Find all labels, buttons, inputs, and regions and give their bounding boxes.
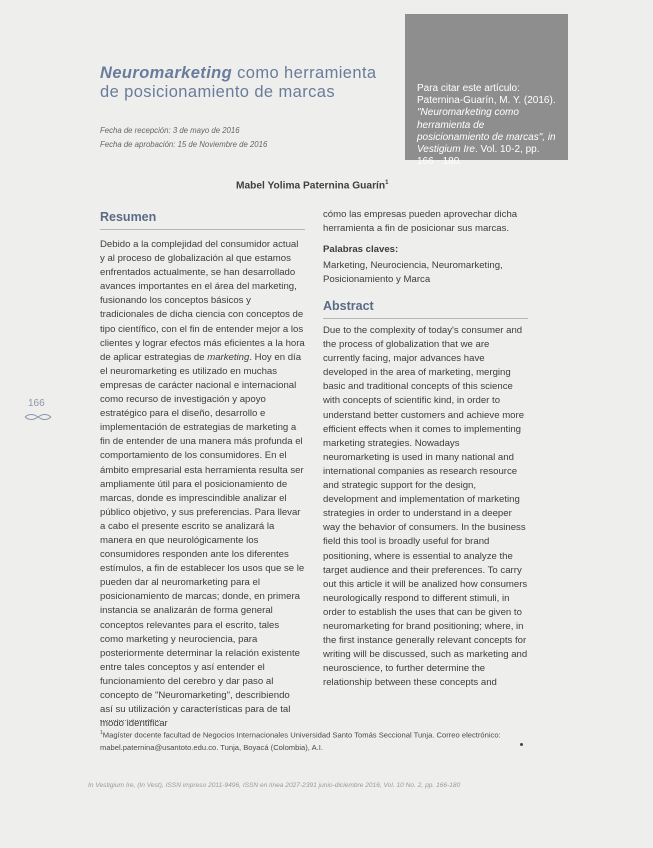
page-number: 166 (28, 398, 45, 409)
keywords-label: Palabras claves: (323, 244, 399, 255)
submission-dates (100, 124, 340, 152)
title-rest: como herramienta de posicionamiento de marcas (100, 64, 377, 101)
resumen-body (100, 238, 305, 731)
date-approved: Fecha de aprobación: 15 de Noviembre de 2016 (100, 140, 268, 149)
footnote-text: Magíster docente facultad de Negocios Internacionales Universidad Santo Tomás Seccional Tunja. Correo electrónico: mabel.paternina@usantoto.edu.co. Tunja, Boyacá (Colombia), A.I. (100, 730, 501, 752)
abstract-rule (323, 318, 528, 319)
title-emphasis: Neuromarketing (100, 64, 233, 82)
citation-work: "Neuromarketing como herramienta de posicionamiento de marcas", in Vestigium Ire (417, 107, 556, 156)
footnote-mark: 1 (100, 730, 103, 736)
author-line (236, 180, 536, 191)
abstract-heading: Abstract (323, 299, 374, 313)
footnote-rule (100, 720, 160, 721)
citation-text (417, 83, 557, 168)
date-received: Fecha de recepción: 3 de mayo de 2016 (100, 126, 240, 135)
resumen-rule (100, 229, 305, 230)
author-name: Mabel Yolima Paternina Guarín (236, 180, 386, 192)
article-title (100, 64, 400, 102)
ornament-icon (24, 412, 52, 422)
resumen-continued: cómo las empresas pueden aprovechar dicha herramienta a fin de posicionar sus marcas. (323, 209, 518, 235)
resumen-text-em: marketing (207, 351, 250, 363)
footnote (100, 727, 530, 754)
author-footnote-mark: 1 (385, 180, 389, 186)
resumen-text-1: Debido a la complejidad del consumidor actual y al proceso de globalización al que estamos enfrentados actualmente, se han desarrollado avances importantes en el área del marketing, fusionando los conceptos básicos y tradicionales de dicha ciencia con conceptos de tipo científico, con el fin de entender mejor a los clientes y lograr efectos más eficientes a la hora de aplicar estrategias de (100, 239, 305, 363)
citation-tail: . Vol. 10-2, pp. 166 - 180. (417, 144, 540, 168)
keywords-text: Marketing, Neurociencia, Neuromarketing, Posicionamiento y Marca (323, 260, 503, 286)
resumen-heading: Resumen (100, 210, 157, 224)
scan-dot (520, 743, 523, 746)
citation-lead: Para citar este artículo: Paternina-Guarín, M. Y. (2016). (417, 83, 556, 107)
running-footer: In Vestigium Ire, (In Vest), ISSN impreso 2011-9496, ISSN en línea 2027-2391 junio-diciembre 2016, Vol. 10 No. 2, pp. 166-180 (88, 782, 461, 789)
resumen-text-2: . Hoy en día el neuromarketing es utilizado en muchas empresas de carácter nacional e internacional como recurso de investigación y apoyo estratégico para el diseño, desarrollo e implementación de estrategias de marketing a fin de entender de una manera más profunda el comportamiento de los consumidores. En el ámbito empresarial esta herramienta resulta ser ampliamente útil para el posicionamiento de marcas, donde es imprescindible analizar el público objetivo, y sus preferencias. Para llevar a cabo el presente escrito se analizará la manera en que neurológicamente los consumidores responden ante los diferentes estímulos, a fin de establecer los usos que se le pueden dar al neuromarketing para el posicionamiento de marcas; donde, en primera instancia se analizarán de forma general conceptos relevantes para el escrito, tales como marketing y neurociencia, para posteriormente determinar la relación existente entre tales conceptos y así entender el funcionamiento del cerebro y dar paso al concepto de "Neuromarketing", describiendo así su utilización y características para de tal modo identificar (100, 351, 305, 730)
citation-box (405, 14, 568, 168)
abstract-body: Due to the complexity of today's consumer and the process of globalization that we are currently facing, major advances have developed in the area of marketing, merging basic and traditional concepts of this science with concepts of scientific kind, in order to understand better customers and achieve more efficient effects when it comes to implementing marketing strategies. Nowadays neuromarketing is used in many national and international companies as research resource and strategic support for the design, development and implementation of marketing strategies in order to understand in a deeper way the behavior of consumers. In the business field this tool is broadly useful for brand positioning, where is essential to analyze the target audience and their preferences. To carry out this article it will be analized how consumers neurologically respond to different stimuli, in order to establish the uses that can be given to neuromarketing for brand positioning; where, in the first instance generally relevant concepts for writing will be discussed, such as marketing and neuroscience, to further determine the relationship between these concepts and (323, 325, 528, 689)
